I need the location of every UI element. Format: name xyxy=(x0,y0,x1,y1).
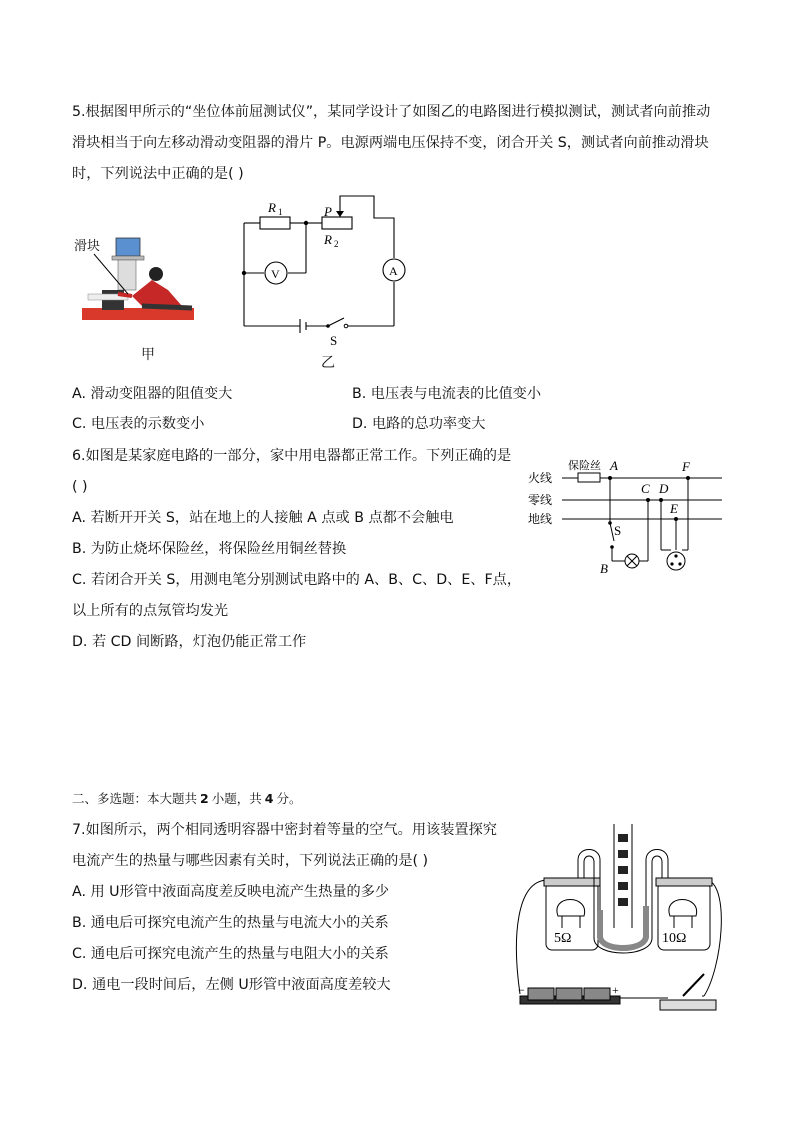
q5-stem-line1: 5.根据图甲所示的“坐位体前屈测试仪”，某同学设计了如图乙的电路图进行模拟测试，测试者向前推动 xyxy=(72,104,711,120)
r2-label: R xyxy=(324,232,332,247)
figure-yi-circuit xyxy=(236,190,416,370)
right-resistor-label: 10Ω xyxy=(662,931,687,946)
ammeter-label: A xyxy=(389,264,398,278)
point-d-label: D xyxy=(659,481,669,496)
section-2-suffix: 分。 xyxy=(276,791,302,806)
q7-stem-line1: 7.如图所示，两个相同透明容器中密封着等量的空气。用该装置探究 xyxy=(72,822,497,838)
figure-yi-caption: 乙 xyxy=(321,355,335,371)
r2-subscript: 2 xyxy=(334,239,339,249)
section-2-mid: 小题，共 xyxy=(211,791,262,806)
switch-s-label: S xyxy=(614,523,622,538)
q5-option-a: A. 滑动变阻器的阻值变大 xyxy=(72,386,233,402)
switch-label: S xyxy=(330,333,338,348)
left-resistor-label: 5Ω xyxy=(554,931,572,946)
r1-label: R xyxy=(268,200,276,215)
r1-subscript: 1 xyxy=(278,207,283,217)
q5-option-d: D. 电路的总功率变大 xyxy=(352,416,486,432)
slider-label: 滑块 xyxy=(74,239,101,254)
q5-option-b: B. 电压表与电流表的比值变小 xyxy=(352,386,542,402)
figure-jia-caption: 甲 xyxy=(141,347,155,363)
fuse-label: 保险丝 xyxy=(568,459,601,472)
section-2-score: 4 xyxy=(264,791,274,806)
battery-minus-label: − xyxy=(518,983,525,997)
q6-option-a: A. 若断开开关 S，站在地上的人接触 A 点或 B 点都不会触电 xyxy=(72,510,454,526)
section-2-heading xyxy=(72,789,301,809)
slider-pointer-line xyxy=(92,252,132,297)
ground-wire-label: 地线 xyxy=(528,512,553,526)
q5-stem-line3: 时，下列说法中正确的是( ) xyxy=(72,166,244,182)
battery-plus-label: + xyxy=(612,983,619,997)
q5-option-c: C. 电压表的示数变小 xyxy=(72,416,205,432)
household-circuit-figure xyxy=(526,455,726,580)
live-wire-label: 火线 xyxy=(528,471,553,485)
point-a-label: A xyxy=(610,458,618,473)
q7-option-d: D. 通电一段时间后，左侧 U形管中液面高度差较大 xyxy=(72,977,391,993)
point-c-label: C xyxy=(641,481,650,496)
q6-stem-line1: 6.如图是某家庭电路的一部分，家中用电器都正常工作。下列正确的是 xyxy=(72,448,512,464)
section-2-count: 2 xyxy=(200,791,209,806)
neutral-wire-label: 零线 xyxy=(528,493,553,507)
slider-p-label: P xyxy=(324,204,332,219)
q6-option-c-line1: C. 若闭合开关 S，用测电笔分别测试电路中的 A、B、C、D、E、F点， xyxy=(72,572,522,588)
point-e-label: E xyxy=(670,501,678,516)
q6-stem-line2: ( ) xyxy=(72,479,88,495)
point-f-label: F xyxy=(682,459,690,474)
q6-option-c-line2: 以上所有的点氖管均发光 xyxy=(72,603,229,619)
q7-option-a: A. 用 U形管中液面高度差反映电流产生热量的多少 xyxy=(72,884,390,900)
q7-option-b: B. 通电后可探究电流产生的热量与电流大小的关系 xyxy=(72,915,389,931)
joule-heating-apparatus-figure xyxy=(508,818,726,1018)
section-2-prefix: 二、多选题：本大题共 xyxy=(72,791,198,806)
q6-option-d: D. 若 CD 间断路，灯泡仍能正常工作 xyxy=(72,634,307,650)
q7-option-c: C. 通电后可探究电流产生的热量与电阻大小的关系 xyxy=(72,946,389,962)
q6-option-b: B. 为防止烧坏保险丝，将保险丝用铜丝替换 xyxy=(72,541,347,557)
voltmeter-label: V xyxy=(271,267,280,281)
q7-stem-line2: 电流产生的热量与哪些因素有关时，下列说法正确的是( ) xyxy=(72,853,429,869)
point-b-label: B xyxy=(600,561,608,576)
q5-stem-line2: 滑块相当于向左移动滑动变阻器的滑片 P。电源两端电压保持不变，闭合开关 S，测试者向前推动滑块 xyxy=(72,135,709,151)
